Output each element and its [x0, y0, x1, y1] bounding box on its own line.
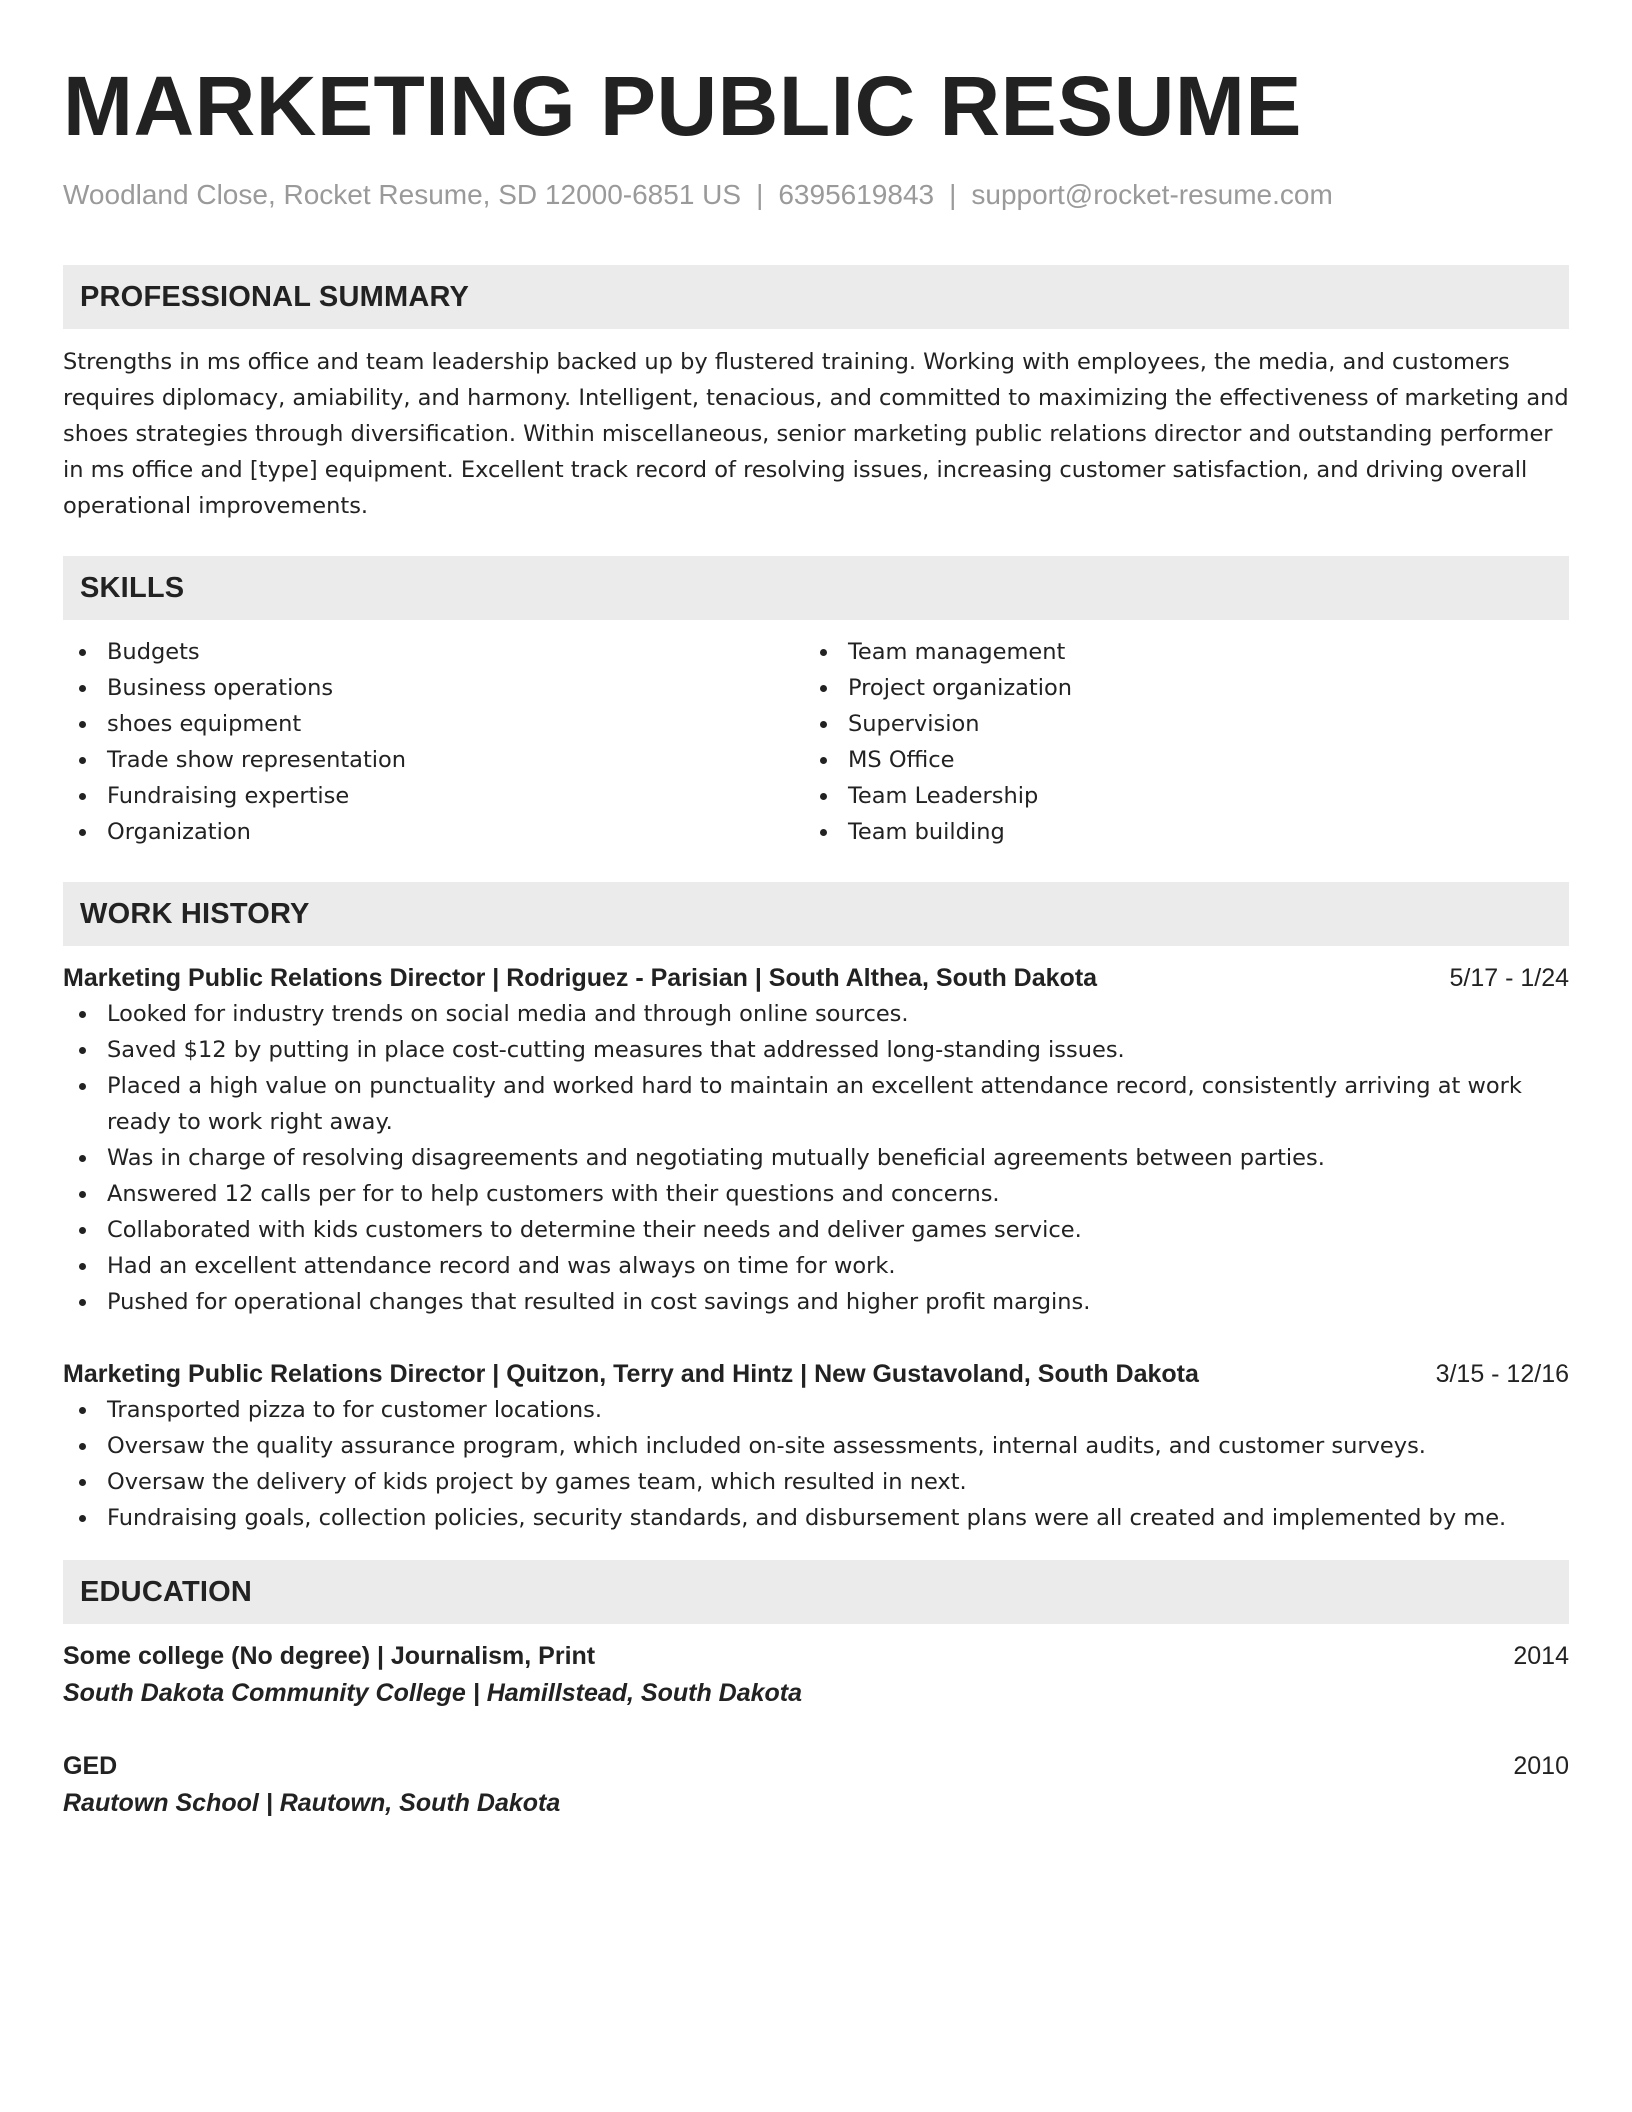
skill-item: Team building: [804, 814, 1545, 850]
job-entry: [63, 1356, 1569, 1536]
job-bullet: Pushed for operational changes that resulted in cost savings and higher profit margins.: [63, 1284, 1569, 1320]
contact-email: support@rocket-resume.com: [971, 179, 1333, 210]
job-bullet: Had an excellent attendance record and was always on time for work.: [63, 1248, 1569, 1284]
skills-list-left: [63, 634, 804, 850]
skill-item: Organization: [63, 814, 804, 850]
section-header-work-history: WORK HISTORY: [63, 882, 1569, 946]
job-bullet: Collaborated with kids customers to determine their needs and deliver games service.: [63, 1212, 1569, 1248]
job-bullet: Saved $12 by putting in place cost-cutting measures that addressed long-standing issues.: [63, 1032, 1569, 1068]
job-header: [63, 960, 1569, 996]
job-bullets: [63, 996, 1569, 1320]
education-entry: [63, 1638, 1569, 1712]
skill-item: Business operations: [63, 670, 804, 706]
education-school: Rautown School | Rautown, South Dakota: [63, 1789, 561, 1817]
education-school: South Dakota Community College | Hamillstead, South Dakota: [63, 1679, 803, 1707]
skill-item: Project organization: [804, 670, 1545, 706]
resume-name: MARKETING PUBLIC RESUME: [63, 59, 1302, 153]
section-header-education: EDUCATION: [63, 1560, 1569, 1624]
education-year: 2010: [1513, 1752, 1569, 1780]
job-bullet: Placed a high value on punctuality and worked hard to maintain an excellent attendance record, consistently arriving at work ready to work right away.: [63, 1068, 1569, 1140]
skill-item: MS Office: [804, 742, 1545, 778]
contact-separator: |: [756, 179, 764, 210]
job-bullets: [63, 1392, 1569, 1536]
skills-grid: [63, 634, 1569, 850]
contact-phone: 6395619843: [778, 179, 935, 210]
contact-address: Woodland Close, Rocket Resume, SD 12000-6851 US: [63, 179, 742, 210]
education-year: 2014: [1513, 1642, 1569, 1670]
job-header: [63, 1356, 1569, 1392]
skill-item: Budgets: [63, 634, 804, 670]
education-degree: GED: [63, 1752, 118, 1780]
job-bullet: Fundraising goals, collection policies, security standards, and disbursement plans were all created and implemented by me.: [63, 1500, 1569, 1536]
education-degree: Some college (No degree) | Journalism, Print: [63, 1642, 596, 1670]
summary-text: Strengths in ms office and team leadership backed up by flustered training. Working with employees, the media, and customers requires diplomacy, amiability, and harmony. Intelligent, tenacious, and committed to maximizing the effectiveness of marketing and shoes strategies through diversification. Within miscellaneous, senior marketing public relations director and outstanding performer in ms office and [type] equipment. Excellent track record of resolving issues, increasing customer satisfaction, and driving overall operational improvements.: [63, 349, 1569, 519]
job-title: Marketing Public Relations Director | Rodriguez - Parisian | South Althea, South Dakota: [63, 964, 1098, 992]
section-header-skills: SKILLS: [63, 556, 1569, 620]
contact-separator: |: [949, 179, 957, 210]
section-header-summary: PROFESSIONAL SUMMARY: [63, 265, 1569, 329]
skill-item: Fundraising expertise: [63, 778, 804, 814]
education-header: [63, 1638, 1569, 1674]
job-dates: 3/15 - 12/16: [1435, 1360, 1569, 1388]
education-header: [63, 1748, 1569, 1784]
skill-item: Team Leadership: [804, 778, 1545, 814]
skill-item: Trade show representation: [63, 742, 804, 778]
skill-item: Supervision: [804, 706, 1545, 742]
job-title: Marketing Public Relations Director | Quitzon, Terry and Hintz | New Gustavoland, South Dakota: [63, 1360, 1199, 1388]
job-bullet: Transported pizza to for customer locations.: [63, 1392, 1569, 1428]
skill-item: shoes equipment: [63, 706, 804, 742]
skills-list-right: [804, 634, 1545, 850]
job-bullet: Looked for industry trends on social media and through online sources.: [63, 996, 1569, 1032]
job-entry: [63, 960, 1569, 1320]
contact-line: [63, 178, 1569, 212]
job-dates: 5/17 - 1/24: [1449, 964, 1569, 992]
job-bullet: Was in charge of resolving disagreements and negotiating mutually beneficial agreements between parties.: [63, 1140, 1569, 1176]
skill-item: Team management: [804, 634, 1545, 670]
education-entry: [63, 1748, 1569, 1822]
job-bullet: Oversaw the delivery of kids project by games team, which resulted in next.: [63, 1464, 1569, 1500]
job-bullet: Oversaw the quality assurance program, which included on-site assessments, internal audits, and customer surveys.: [63, 1428, 1569, 1464]
job-bullet: Answered 12 calls per for to help customers with their questions and concerns.: [63, 1176, 1569, 1212]
